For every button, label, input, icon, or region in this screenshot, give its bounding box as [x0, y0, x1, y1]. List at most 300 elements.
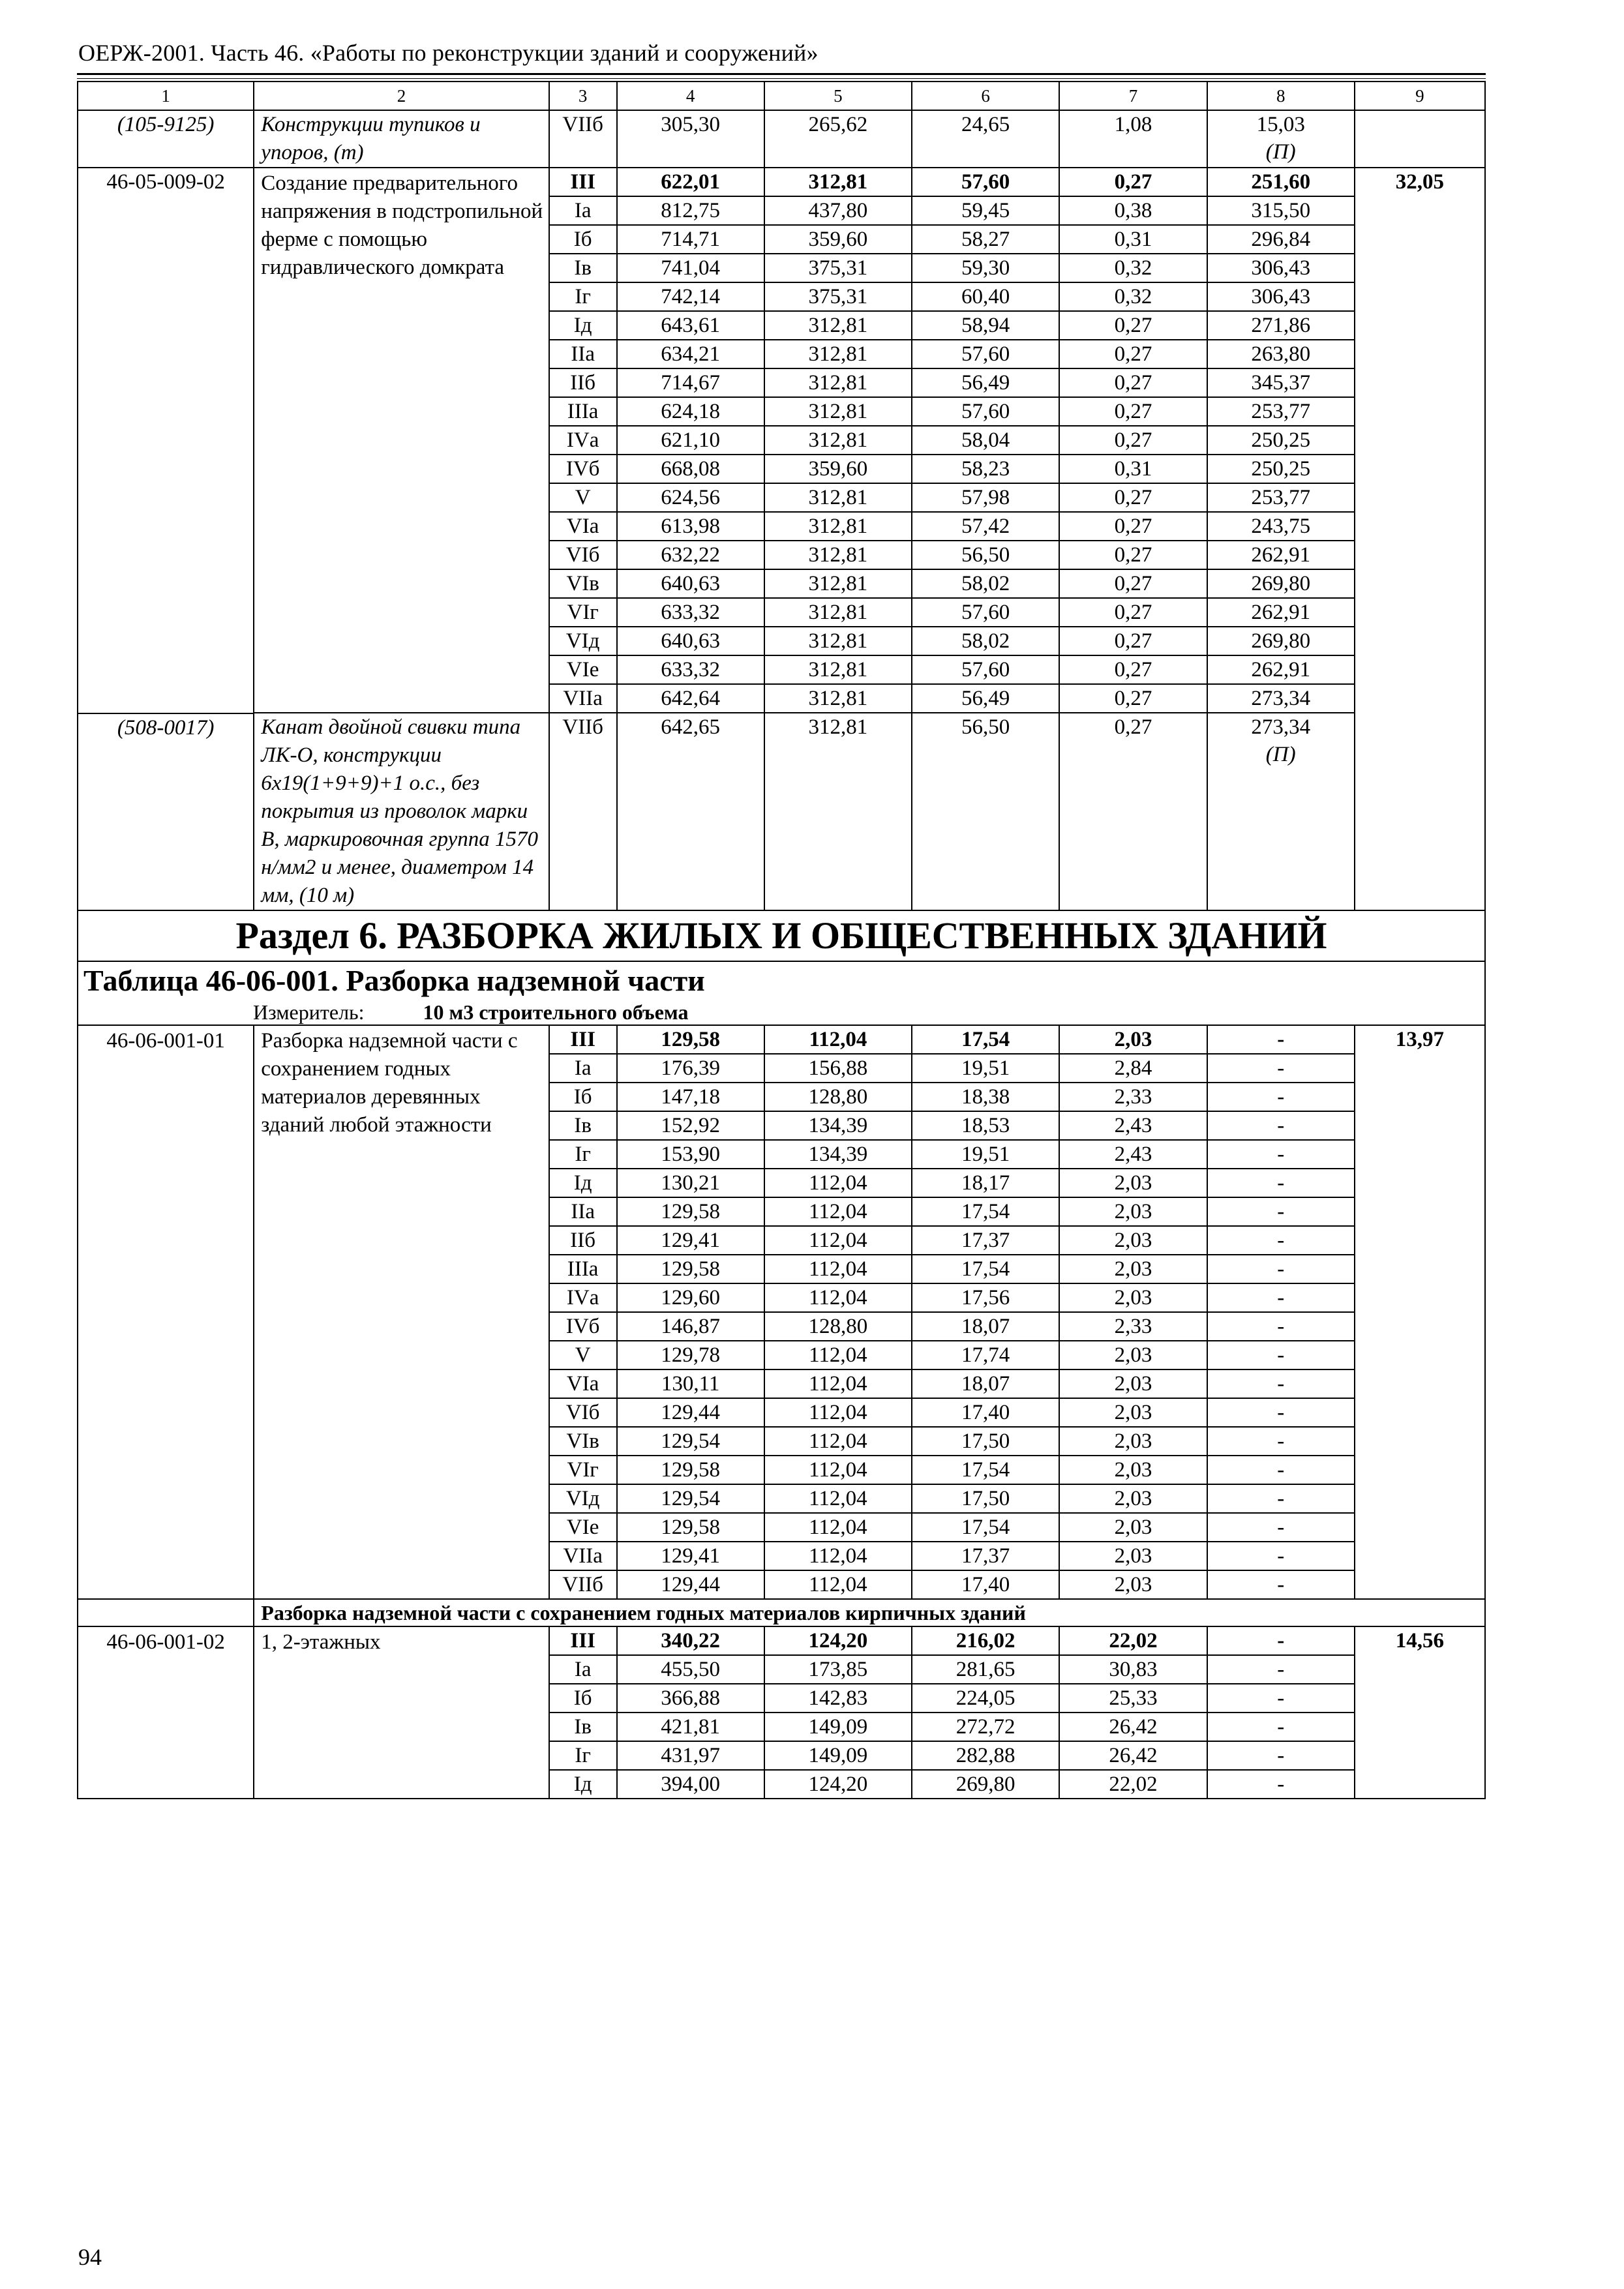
- value-cell: 624,56: [617, 483, 764, 512]
- value-cell: 2,33: [1059, 1312, 1207, 1341]
- value-cell: 0,27: [1059, 598, 1207, 627]
- zone-cell: Iв: [549, 254, 617, 282]
- value-cell: 272,72: [912, 1713, 1059, 1741]
- value-cell: 312,81: [764, 168, 912, 196]
- material-code: (508-0017): [78, 713, 254, 910]
- value-cell: -: [1207, 1341, 1355, 1369]
- value-cell: -: [1207, 1025, 1355, 1054]
- value-cell: 18,53: [912, 1111, 1059, 1140]
- column-number: 4: [617, 82, 764, 110]
- value-cell: 129,78: [617, 1341, 764, 1369]
- value-cell: 634,21: [617, 340, 764, 368]
- value-cell: 305,30: [617, 110, 764, 168]
- value-cell: 26,42: [1059, 1741, 1207, 1770]
- value-cell: -: [1207, 1542, 1355, 1570]
- material-code: (105-9125): [78, 110, 254, 168]
- zone-cell: IVб: [549, 455, 617, 483]
- zone-cell: Iг: [549, 1140, 617, 1169]
- value-cell: 17,54: [912, 1025, 1059, 1054]
- value-cell: -: [1207, 1197, 1355, 1226]
- zone-cell: VIб: [549, 541, 617, 569]
- value-cell: 306,43: [1207, 282, 1355, 311]
- value-cell: 394,00: [617, 1770, 764, 1799]
- zone-cell: VIIб: [549, 1570, 617, 1599]
- value-cell: 312,81: [764, 627, 912, 655]
- zone-cell: VIд: [549, 627, 617, 655]
- material-desc: Канат двойной свивки типа ЛК-О, конструкции 6х19(1+9+9)+1 о.с., без покрытия из проволок марки В, маркировочная группа 1570 н/мм2 и менее, диаметром 14 мм, (10 м): [254, 713, 549, 910]
- value-cell: 2,43: [1059, 1140, 1207, 1169]
- value-cell: 340,22: [617, 1626, 764, 1655]
- zone-cell: IIа: [549, 340, 617, 368]
- value-cell: [1207, 110, 1355, 168]
- value-cell: 269,80: [912, 1770, 1059, 1799]
- value-cell: 17,74: [912, 1341, 1059, 1369]
- value-cell: 17,54: [912, 1456, 1059, 1484]
- subheading-row: [78, 1599, 1485, 1626]
- value-cell: 129,58: [617, 1513, 764, 1542]
- value-cell: 2,03: [1059, 1456, 1207, 1484]
- value-cell: 146,87: [617, 1312, 764, 1341]
- value-cell: 0,27: [1059, 368, 1207, 397]
- value-cell: 24,65: [912, 110, 1059, 168]
- zone-cell: Iв: [549, 1713, 617, 1741]
- work-description: 1, 2-этажных: [254, 1626, 549, 1799]
- value-cell: 17,40: [912, 1570, 1059, 1599]
- zone-cell: Iг: [549, 1741, 617, 1770]
- value-cell: 56,49: [912, 368, 1059, 397]
- value-cell: 142,83: [764, 1684, 912, 1713]
- zone-cell: IIб: [549, 368, 617, 397]
- value-cell: 130,21: [617, 1169, 764, 1197]
- zone-cell: IVа: [549, 426, 617, 455]
- column-number-row: [78, 82, 1485, 110]
- value-cell: 124,20: [764, 1626, 912, 1655]
- value-cell: 25,33: [1059, 1684, 1207, 1713]
- value-cell: 57,60: [912, 598, 1059, 627]
- value-cell: 129,44: [617, 1398, 764, 1427]
- value-cell: -: [1207, 1226, 1355, 1255]
- value-cell: 2,03: [1059, 1570, 1207, 1599]
- value-cell: 17,56: [912, 1283, 1059, 1312]
- value-cell: 19,51: [912, 1140, 1059, 1169]
- value-cell: -: [1207, 1484, 1355, 1513]
- zone-cell: VIв: [549, 1427, 617, 1456]
- value-cell: 263,80: [1207, 340, 1355, 368]
- value-cell: 642,65: [617, 713, 764, 910]
- section-title: Раздел 6. РАЗБОРКА ЖИЛЫХ И ОБЩЕСТВЕННЫХ ЗДАНИЙ: [78, 910, 1485, 961]
- value-cell: 312,81: [764, 655, 912, 684]
- value-cell: 312,81: [764, 311, 912, 340]
- value-cell: 176,39: [617, 1054, 764, 1083]
- value-cell: 128,80: [764, 1083, 912, 1111]
- value-cell: 129,54: [617, 1484, 764, 1513]
- value-cell: -: [1207, 1398, 1355, 1427]
- zone-cell: Iд: [549, 1770, 617, 1799]
- value-cell: 153,90: [617, 1140, 764, 1169]
- value-cell: 741,04: [617, 254, 764, 282]
- value-cell: 243,75: [1207, 512, 1355, 541]
- zone-cell: IIIа: [549, 1255, 617, 1283]
- value-cell: 2,03: [1059, 1369, 1207, 1398]
- value-cell: 112,04: [764, 1197, 912, 1226]
- value-cell: 281,65: [912, 1655, 1059, 1684]
- value-cell: 2,03: [1059, 1226, 1207, 1255]
- value-cell: 18,07: [912, 1312, 1059, 1341]
- value-cell: 149,09: [764, 1713, 912, 1741]
- value-cell: 315,50: [1207, 196, 1355, 225]
- value-cell: 112,04: [764, 1427, 912, 1456]
- value-cell: -: [1207, 1427, 1355, 1456]
- value-cell: 2,03: [1059, 1197, 1207, 1226]
- zone-cell: VIв: [549, 569, 617, 598]
- value-cell: 2,33: [1059, 1083, 1207, 1111]
- value-cell: 17,50: [912, 1427, 1059, 1456]
- value-cell: 2,03: [1059, 1513, 1207, 1542]
- value-cell: -: [1207, 1513, 1355, 1542]
- zone-cell: VIа: [549, 1369, 617, 1398]
- value-cell: 359,60: [764, 225, 912, 254]
- value-cell: 1,08: [1059, 110, 1207, 168]
- value-cell: 134,39: [764, 1111, 912, 1140]
- value-cell: -: [1207, 1312, 1355, 1341]
- value-cell: 2,03: [1059, 1255, 1207, 1283]
- value-cell: 312,81: [764, 368, 912, 397]
- value-cell: 129,41: [617, 1226, 764, 1255]
- value-cell: 0,27: [1059, 569, 1207, 598]
- zone-cell: Iб: [549, 1684, 617, 1713]
- header-rule-thick: [77, 73, 1486, 75]
- value-cell: -: [1207, 1140, 1355, 1169]
- value-cell: -: [1207, 1255, 1355, 1283]
- value-cell: 2,03: [1059, 1484, 1207, 1513]
- column-number: 7: [1059, 82, 1207, 110]
- value-cell: 129,60: [617, 1283, 764, 1312]
- zone-cell: VIб: [549, 1398, 617, 1427]
- zone-cell: Iа: [549, 1655, 617, 1684]
- value-cell: -: [1207, 1456, 1355, 1484]
- value-cell: 2,03: [1059, 1427, 1207, 1456]
- measure-value: 10 м3 строительного объема: [423, 1000, 689, 1024]
- value-cell: 112,04: [764, 1169, 912, 1197]
- value-cell: 224,05: [912, 1684, 1059, 1713]
- price-table-wrapper: [77, 81, 1486, 1799]
- total-cell: 14,56: [1355, 1626, 1485, 1799]
- value-cell: -: [1207, 1570, 1355, 1599]
- value-cell: 312,81: [764, 512, 912, 541]
- total-cell: 13,97: [1355, 1025, 1485, 1599]
- material-desc: Конструкции тупиков и упоров, (т): [254, 110, 549, 168]
- value-cell: 312,81: [764, 541, 912, 569]
- value-cell: 262,91: [1207, 541, 1355, 569]
- value-cell: -: [1207, 1283, 1355, 1312]
- value-cell: 714,67: [617, 368, 764, 397]
- value-cell: 312,81: [764, 598, 912, 627]
- value-cell: 60,40: [912, 282, 1059, 311]
- table-title: Таблица 46-06-001. Разборка надземной части: [78, 961, 1485, 1000]
- zone-cell: VIг: [549, 598, 617, 627]
- value-cell: 269,80: [1207, 569, 1355, 598]
- value-cell: -: [1207, 1111, 1355, 1140]
- value-cell: 621,10: [617, 426, 764, 455]
- material-mark: (П): [1265, 140, 1296, 164]
- value-cell: 812,75: [617, 196, 764, 225]
- value-cell: -: [1207, 1626, 1355, 1655]
- value-cell: -: [1207, 1369, 1355, 1398]
- value-cell: 273,34: [1207, 684, 1355, 713]
- measure-row: [78, 1000, 1485, 1025]
- value-cell: 17,37: [912, 1542, 1059, 1570]
- value-cell: 59,30: [912, 254, 1059, 282]
- subheading: Разборка надземной части с сохранением годных материалов кирпичных зданий: [254, 1599, 1485, 1626]
- value-cell: 18,17: [912, 1169, 1059, 1197]
- measure-label: Измеритель:: [253, 1000, 365, 1024]
- value-cell: 112,04: [764, 1369, 912, 1398]
- zone-cell: Iв: [549, 1111, 617, 1140]
- zone-cell: III: [549, 1025, 617, 1054]
- value-cell: 57,42: [912, 512, 1059, 541]
- value-cell: 147,18: [617, 1083, 764, 1111]
- value-cell: 216,02: [912, 1626, 1059, 1655]
- value-cell: 112,04: [764, 1025, 912, 1054]
- work-description: Разборка надземной части с сохранением годных материалов деревянных зданий любой этажности: [254, 1025, 549, 1599]
- value-cell: 312,81: [764, 397, 912, 426]
- value-cell: 2,03: [1059, 1283, 1207, 1312]
- value-cell: 149,09: [764, 1741, 912, 1770]
- value-cell: 253,77: [1207, 483, 1355, 512]
- value-cell: 0,38: [1059, 196, 1207, 225]
- value-cell: 2,03: [1059, 1025, 1207, 1054]
- value-cell: 0,31: [1059, 225, 1207, 254]
- value-cell: 0,27: [1059, 483, 1207, 512]
- column-number: 3: [549, 82, 617, 110]
- value-cell: -: [1207, 1655, 1355, 1684]
- value-cell: 57,98: [912, 483, 1059, 512]
- value-cell: 312,81: [764, 426, 912, 455]
- value-cell: 366,88: [617, 1684, 764, 1713]
- value-cell: 613,98: [617, 512, 764, 541]
- value-cell: 0,27: [1059, 311, 1207, 340]
- value-cell: 0,27: [1059, 512, 1207, 541]
- zone-cell: III: [549, 1626, 617, 1655]
- value-cell: 0,32: [1059, 282, 1207, 311]
- value-cell: 128,80: [764, 1312, 912, 1341]
- zone-cell: Iд: [549, 311, 617, 340]
- value-cell: 643,61: [617, 311, 764, 340]
- value-cell: 2,43: [1059, 1111, 1207, 1140]
- value-cell: 112,04: [764, 1456, 912, 1484]
- value-cell: 312,81: [764, 684, 912, 713]
- value-cell: 130,11: [617, 1369, 764, 1398]
- value-cell: -: [1207, 1054, 1355, 1083]
- rate-code: 46-06-001-01: [78, 1025, 254, 1599]
- value-cell: 2,84: [1059, 1054, 1207, 1083]
- total-cell: 32,05: [1355, 168, 1485, 910]
- zone-cell: VIIб: [549, 713, 617, 910]
- value-cell: 624,18: [617, 397, 764, 426]
- page-header: ОЕРЖ-2001. Часть 46. «Работы по реконструкции зданий и сооружений»: [78, 40, 819, 66]
- zone-cell: VIIб: [549, 110, 617, 168]
- rate-code: 46-05-009-02: [78, 168, 254, 713]
- value-cell: 129,58: [617, 1025, 764, 1054]
- value-cell: 129,58: [617, 1255, 764, 1283]
- rate-code: 46-06-001-02: [78, 1626, 254, 1799]
- value-cell: -: [1207, 1169, 1355, 1197]
- zone-cell: IVа: [549, 1283, 617, 1312]
- value-cell: [1207, 713, 1355, 910]
- value-cell: 112,04: [764, 1513, 912, 1542]
- zone-cell: V: [549, 1341, 617, 1369]
- value-cell: 129,41: [617, 1542, 764, 1570]
- value-cell: 253,77: [1207, 397, 1355, 426]
- value-cell: 250,25: [1207, 455, 1355, 483]
- value-cell: 345,37: [1207, 368, 1355, 397]
- value-cell: 0,27: [1059, 426, 1207, 455]
- value-cell: 431,97: [617, 1741, 764, 1770]
- column-number: 8: [1207, 82, 1355, 110]
- zone-cell: Iа: [549, 1054, 617, 1083]
- value-cell: 668,08: [617, 455, 764, 483]
- column-number: 2: [254, 82, 549, 110]
- value-cell: 56,50: [912, 541, 1059, 569]
- value-cell: 17,54: [912, 1255, 1059, 1283]
- zone-cell: IIб: [549, 1226, 617, 1255]
- zone-cell: IVб: [549, 1312, 617, 1341]
- value-cell: 17,37: [912, 1226, 1059, 1255]
- value-cell: 0,27: [1059, 168, 1207, 196]
- value-cell: 262,91: [1207, 655, 1355, 684]
- zone-cell: Iб: [549, 225, 617, 254]
- price-table: [77, 81, 1486, 1799]
- value-cell: 640,63: [617, 569, 764, 598]
- zone-cell: VIг: [549, 1456, 617, 1484]
- value-cell: 59,45: [912, 196, 1059, 225]
- table-row: [78, 168, 1485, 196]
- value-cell: -: [1207, 1083, 1355, 1111]
- column-number: 9: [1355, 82, 1485, 110]
- value-cell: -: [1207, 1741, 1355, 1770]
- subheading-spacer: [78, 1599, 254, 1626]
- value-cell: 437,80: [764, 196, 912, 225]
- value-cell: 129,54: [617, 1427, 764, 1456]
- value-cell: 26,42: [1059, 1713, 1207, 1741]
- value-cell: 642,64: [617, 684, 764, 713]
- value-cell: 296,84: [1207, 225, 1355, 254]
- value-cell: 112,04: [764, 1255, 912, 1283]
- zone-cell: IIа: [549, 1197, 617, 1226]
- value-cell: 173,85: [764, 1655, 912, 1684]
- value-cell: 17,40: [912, 1398, 1059, 1427]
- zone-cell: VIа: [549, 512, 617, 541]
- value-cell: 622,01: [617, 168, 764, 196]
- column-number: 5: [764, 82, 912, 110]
- value-cell: 375,31: [764, 282, 912, 311]
- value-cell: 58,23: [912, 455, 1059, 483]
- value-cell: 312,81: [764, 483, 912, 512]
- value-cell: 58,02: [912, 569, 1059, 598]
- value-cell: 282,88: [912, 1741, 1059, 1770]
- value-cell: -: [1207, 1770, 1355, 1799]
- value-cell: 57,60: [912, 168, 1059, 196]
- zone-cell: Iа: [549, 196, 617, 225]
- zone-cell: V: [549, 483, 617, 512]
- value-cell: 30,83: [1059, 1655, 1207, 1684]
- value-cell: 57,60: [912, 340, 1059, 368]
- value-cell: 359,60: [764, 455, 912, 483]
- value-cell: 18,38: [912, 1083, 1059, 1111]
- value-cell: 156,88: [764, 1054, 912, 1083]
- value-cell: 312,81: [764, 713, 912, 910]
- table-row: [78, 1626, 1485, 1655]
- value-cell: 250,25: [1207, 426, 1355, 455]
- value-text: 15,03: [1256, 113, 1305, 136]
- value-cell: 251,60: [1207, 168, 1355, 196]
- material-mark: (П): [1265, 743, 1296, 766]
- value-cell: 58,27: [912, 225, 1059, 254]
- value-cell: 714,71: [617, 225, 764, 254]
- table-row: [78, 1025, 1485, 1054]
- work-description: Создание предварительного напряжения в подстропильной ферме с помощью гидравлического домкрата: [254, 168, 549, 713]
- value-cell: 271,86: [1207, 311, 1355, 340]
- zone-cell: VIIа: [549, 1542, 617, 1570]
- measure-cell: [78, 1000, 1485, 1025]
- value-cell: 112,04: [764, 1570, 912, 1599]
- value-cell: 0,27: [1059, 397, 1207, 426]
- zone-cell: Iб: [549, 1083, 617, 1111]
- value-cell: 0,27: [1059, 713, 1207, 910]
- value-cell: 124,20: [764, 1770, 912, 1799]
- value-cell: 262,91: [1207, 598, 1355, 627]
- value-cell: 0,31: [1059, 455, 1207, 483]
- section-title-row: [78, 910, 1485, 961]
- zone-cell: IIIа: [549, 397, 617, 426]
- value-cell: 269,80: [1207, 627, 1355, 655]
- value-cell: 58,94: [912, 311, 1059, 340]
- value-cell: 306,43: [1207, 254, 1355, 282]
- value-cell: 421,81: [617, 1713, 764, 1741]
- value-cell: 57,60: [912, 655, 1059, 684]
- value-cell: 58,04: [912, 426, 1059, 455]
- value-cell: 112,04: [764, 1226, 912, 1255]
- value-cell: 375,31: [764, 254, 912, 282]
- value-cell: 56,49: [912, 684, 1059, 713]
- total-cell: [1355, 110, 1485, 168]
- value-cell: 0,27: [1059, 627, 1207, 655]
- value-cell: 742,14: [617, 282, 764, 311]
- value-cell: 112,04: [764, 1484, 912, 1513]
- value-cell: 57,60: [912, 397, 1059, 426]
- value-cell: 633,32: [617, 598, 764, 627]
- value-cell: 633,32: [617, 655, 764, 684]
- value-cell: 2,03: [1059, 1398, 1207, 1427]
- value-cell: 22,02: [1059, 1770, 1207, 1799]
- value-cell: 112,04: [764, 1542, 912, 1570]
- value-cell: 152,92: [617, 1111, 764, 1140]
- value-cell: -: [1207, 1713, 1355, 1741]
- value-cell: 312,81: [764, 340, 912, 368]
- zone-cell: VIд: [549, 1484, 617, 1513]
- value-cell: 0,27: [1059, 541, 1207, 569]
- column-number: 6: [912, 82, 1059, 110]
- value-cell: 129,58: [617, 1197, 764, 1226]
- value-cell: 2,03: [1059, 1542, 1207, 1570]
- value-cell: 0,27: [1059, 340, 1207, 368]
- value-cell: -: [1207, 1684, 1355, 1713]
- zone-cell: Iг: [549, 282, 617, 311]
- zone-cell: VIе: [549, 1513, 617, 1542]
- value-cell: 134,39: [764, 1140, 912, 1169]
- zone-cell: VIе: [549, 655, 617, 684]
- value-cell: 22,02: [1059, 1626, 1207, 1655]
